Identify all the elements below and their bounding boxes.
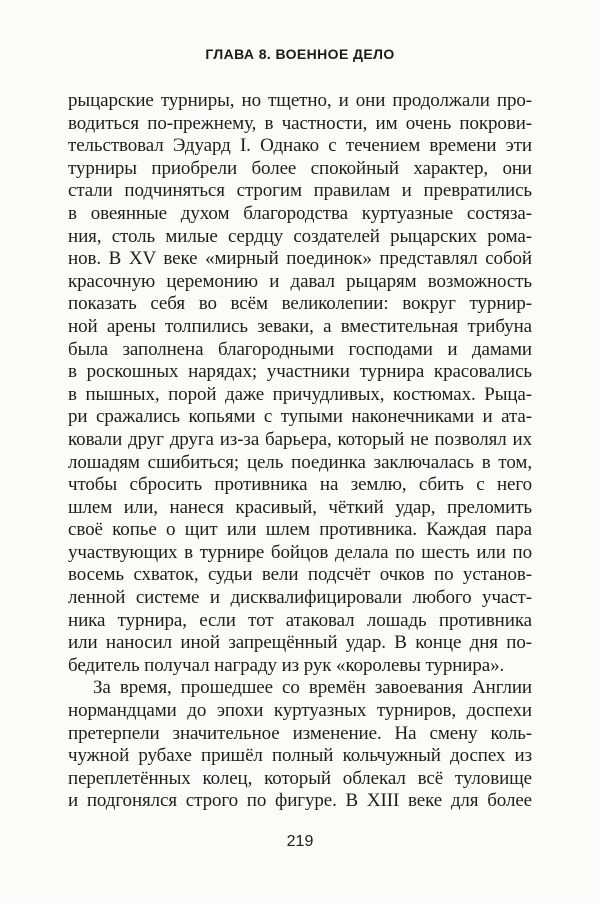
- text-line: водиться по-прежнему, в частности, им очень покрови-: [68, 112, 532, 134]
- text-line: в роскошных нарядах; участники турнира красовались: [68, 361, 532, 383]
- text-line: ковали друг друга из-за барьера, который не позволял их: [68, 428, 532, 450]
- chapter-header: ГЛАВА 8. ВОЕННОЕ ДЕЛО: [205, 46, 395, 62]
- text-line: была заполнена благородными господами и дамами: [68, 338, 532, 360]
- text-line: или наносил иной запрещённый удар. В конце дня по-: [68, 632, 532, 654]
- text-line: ника турнира, если тот атаковал лошадь противника: [68, 609, 532, 631]
- text-line: восемь схваток, судьи вели подсчёт очков по установ-: [68, 564, 532, 586]
- text-line: в пышных, порой даже причудливых, костюмах. Рыца-: [68, 383, 532, 405]
- page-number: 219: [286, 833, 314, 850]
- text-line: турниры приобрели более спокойный характер, они: [68, 157, 532, 179]
- text-line: ной арены толпились зеваки, а вместительная трибуна: [68, 315, 532, 337]
- text-line: и подгонялся строго по фигуре. В XIII веке для более: [68, 790, 532, 812]
- text-line: За время, прошедшее со времён завоевания Англии: [93, 677, 532, 699]
- text-line: стали подчиняться строгим правилам и превратились: [68, 180, 532, 202]
- text-line: тельствовал Эдуард I. Однако с течением времени эти: [68, 135, 532, 157]
- text-line: своё копье о щит или шлем противника. Каждая пара: [68, 519, 532, 541]
- text-line: ленной системе и дисквалифицировали любого участ-: [68, 587, 532, 609]
- text-line: красочную церемонию и давал рыцарям возможность: [68, 270, 532, 292]
- text-line: бедитель получал награду из рук «королевы турнира».: [68, 654, 505, 676]
- text-line: ния, столь милые сердцу создателей рыцарских рома-: [68, 225, 532, 247]
- text-line: ри сражались копьями с тупыми наконечниками и ата-: [68, 406, 532, 428]
- text-line: чужной рубахе пришёл полный кольчужный доспех из: [68, 745, 532, 767]
- text-line: рыцарские турниры, но тщетно, и они продолжали про-: [68, 90, 532, 111]
- text-line: участвующих в турнире бойцов делала по шесть или по: [68, 541, 532, 563]
- text-line: нов. В XV веке «мирный поединок» представлял собой: [68, 248, 532, 270]
- text-line: в овеянные духом благородства куртуазные состяза-: [68, 202, 532, 224]
- text-line: нормандцами до эпохи куртуазных турниров, доспехи: [68, 700, 532, 722]
- text-line: претерпели значительное изменение. На смену коль-: [68, 722, 532, 744]
- body-text: [68, 90, 532, 813]
- text-line: лошадям сшибиться; цель поединка заключалась в том,: [68, 451, 532, 473]
- text-line: переплетённых колец, который облекал всё туловище: [68, 767, 532, 789]
- text-line: шлем или, нанеся красивый, чёткий удар, преломить: [68, 496, 532, 518]
- text-line: чтобы сбросить противника на землю, сбить с него: [68, 474, 532, 496]
- text-line: показать себя во всём великолепии: вокруг турнир-: [68, 293, 532, 315]
